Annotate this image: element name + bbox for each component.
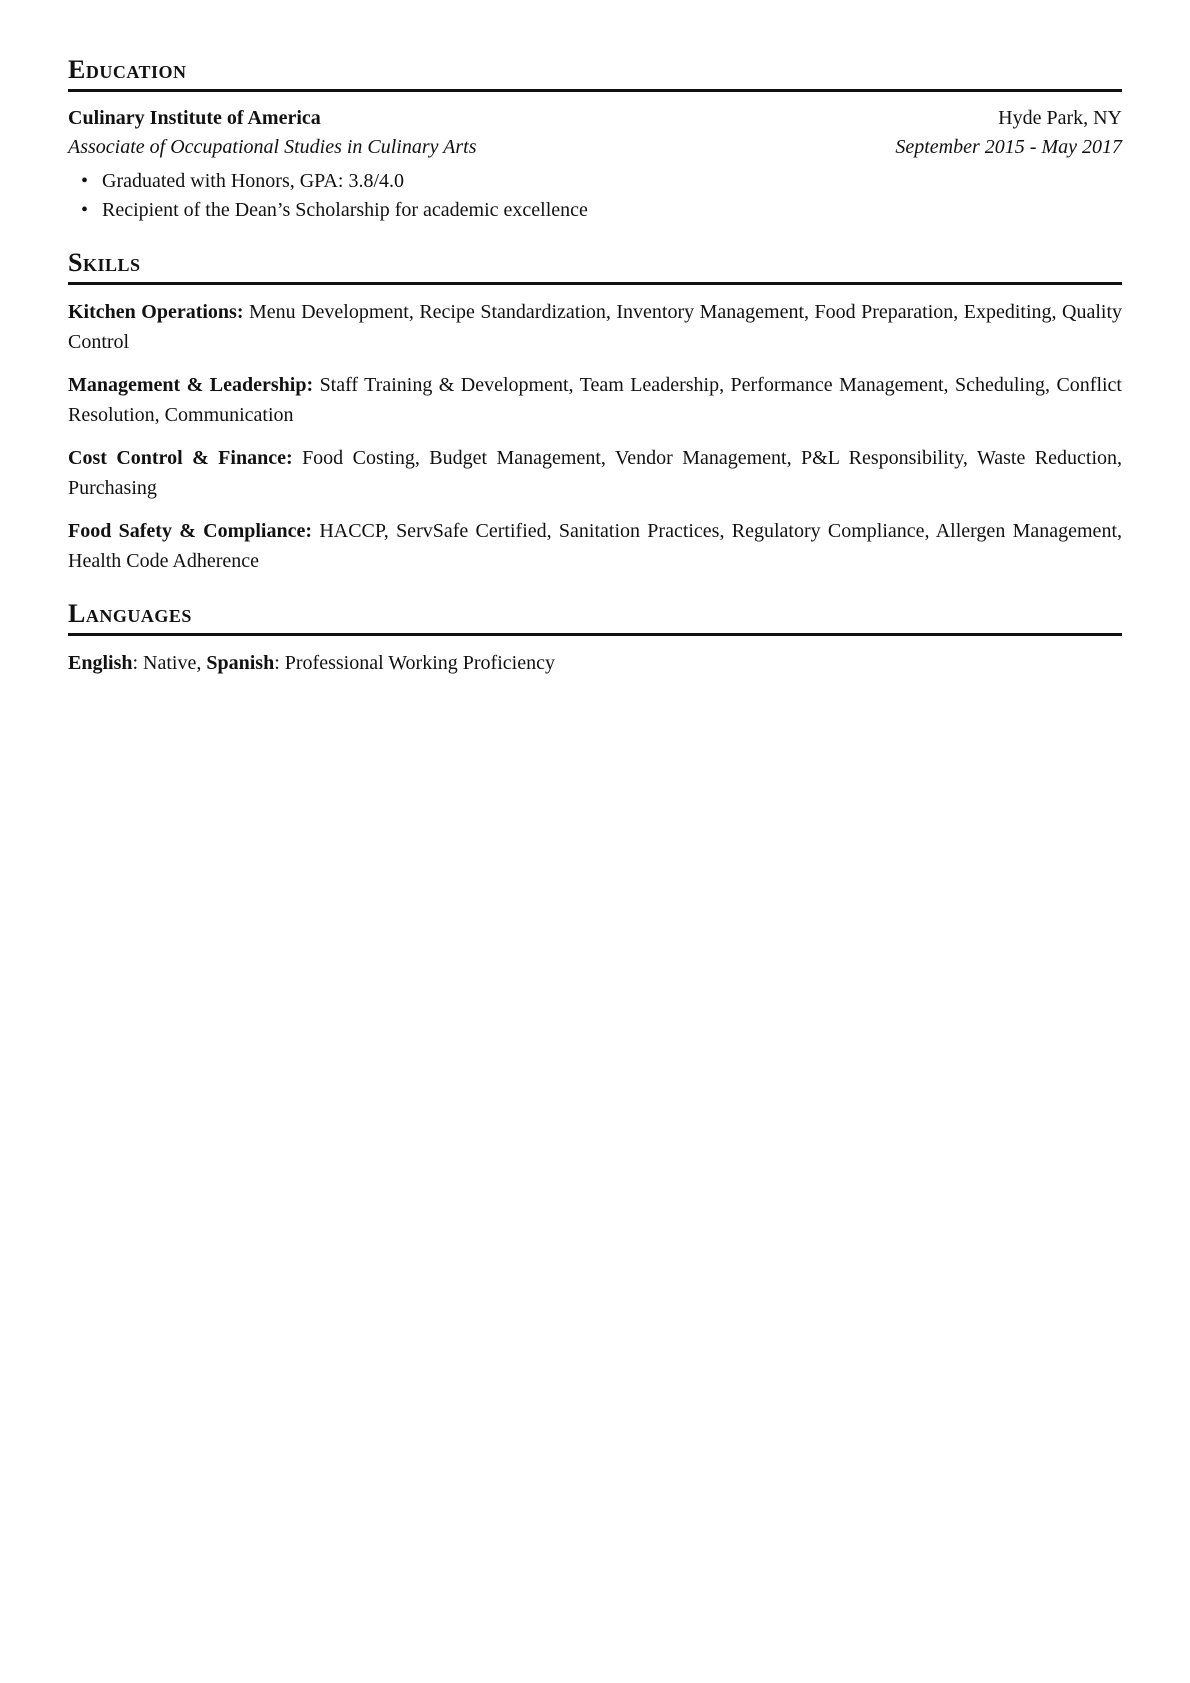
education-bullet-scholarship: • Recipient of the Dean’s Scholarship for academic excellence — [102, 196, 1122, 225]
skill-category-label: Cost Control & Finance: — [68, 447, 293, 469]
skills-rule — [68, 282, 1122, 285]
section-skills — [68, 249, 1122, 576]
languages-heading: Languages — [68, 599, 192, 628]
degree-name: Associate of Occupational Studies in Culinary Arts — [68, 136, 477, 158]
skill-cost-control-finance — [68, 443, 1122, 503]
skill-management-leadership — [68, 370, 1122, 430]
skill-details: Staff Training & Development, Team Leadership, Performance Management, Scheduling, Conflict Resolution, Communication — [68, 374, 1122, 426]
comma-separator: , — [196, 652, 207, 674]
skill-details: Menu Development, Recipe Standardization, Inventory Management, Food Preparation, Expediting, Quality Control — [68, 301, 1122, 353]
language-level-spanish: Professional Working Proficiency — [284, 652, 555, 674]
colon-separator: : — [132, 652, 144, 674]
skill-kitchen-operations — [68, 297, 1122, 357]
institution-name: Culinary Institute of America — [68, 107, 321, 129]
education-heading: Education — [68, 55, 187, 84]
education-bullet-honors: • Graduated with Honors, GPA: 3.8/4.0 — [102, 167, 1122, 196]
education-bullet-list — [68, 167, 1122, 225]
skill-category-label: Kitchen Operations: — [68, 301, 244, 323]
languages-line — [68, 648, 1122, 678]
skill-category-label: Food Safety & Compliance: — [68, 520, 313, 542]
colon-separator: : — [274, 652, 285, 674]
language-name-english: English — [68, 652, 133, 674]
skill-food-safety-compliance — [68, 516, 1122, 576]
skill-category-label: Management & Leadership: — [68, 374, 314, 396]
section-education — [68, 56, 1122, 225]
skills-heading: Skills — [68, 248, 141, 277]
education-entry-line2 — [68, 133, 1122, 162]
language-level-english: Native — [143, 652, 197, 674]
education-rule — [68, 89, 1122, 92]
languages-rule — [68, 633, 1122, 636]
section-languages — [68, 600, 1122, 678]
language-name-spanish: Spanish — [206, 652, 275, 674]
institution-location: Hyde Park, NY — [998, 107, 1122, 129]
date-range: September 2015 - May 2017 — [895, 136, 1122, 158]
skill-details: Food Costing, Budget Management, Vendor Management, P&L Responsibility, Waste Reduction, Purchasing — [68, 447, 1123, 499]
skill-details: HACCP, ServSafe Certified, Sanitation Practices, Regulatory Compliance, Allergen Management, Health Code Adherence — [68, 520, 1122, 572]
education-entry-line1 — [68, 104, 1122, 133]
